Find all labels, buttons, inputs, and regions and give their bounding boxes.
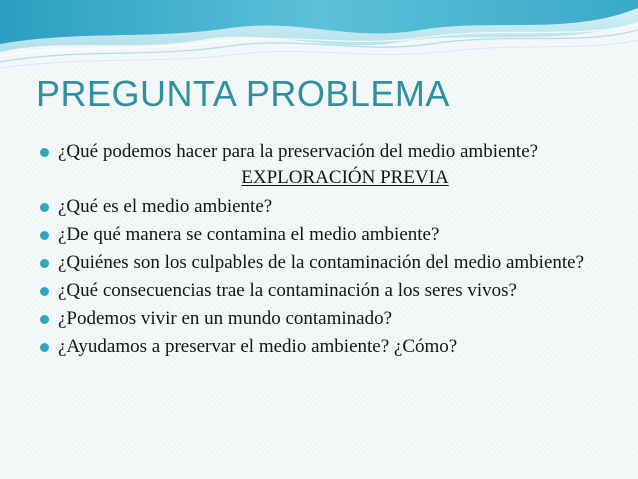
- bullet-icon: [40, 343, 49, 352]
- header-wave-decoration: [0, 0, 638, 80]
- list-item: [40, 308, 610, 330]
- question-text: ¿De qué manera se contamina el medio ambiente?: [58, 224, 440, 245]
- bullet-icon: [40, 287, 49, 296]
- list-item: [40, 252, 610, 274]
- bullet-icon: [40, 148, 49, 157]
- list-item: [40, 196, 610, 218]
- bullet-icon: [40, 315, 49, 324]
- question-text: ¿Podemos vivir en un mundo contaminado?: [58, 308, 393, 329]
- subheading-text: EXPLORACIÓN PREVIA: [241, 167, 449, 188]
- subheading: [40, 167, 610, 189]
- question-list: [40, 141, 610, 364]
- bullet-icon: [40, 203, 49, 212]
- list-item: [40, 336, 610, 358]
- bullet-icon: [40, 231, 49, 240]
- list-item: [40, 280, 610, 302]
- question-text: ¿Quiénes son los culpables de la contaminación del medio ambiente?: [58, 252, 585, 273]
- question-text: ¿Qué es el medio ambiente?: [58, 196, 273, 217]
- question-text: ¿Qué consecuencias trae la contaminación a los seres vivos?: [58, 280, 517, 301]
- list-item: [40, 224, 610, 246]
- question-text: ¿Ayudamos a preservar el medio ambiente? ¿Cómo?: [58, 336, 458, 357]
- bullet-icon: [40, 259, 49, 268]
- slide-title: PREGUNTA PROBLEMA: [36, 73, 450, 114]
- list-item: [40, 141, 610, 163]
- main-question-text: ¿Qué podemos hacer para la preservación del medio ambiente?: [58, 141, 539, 162]
